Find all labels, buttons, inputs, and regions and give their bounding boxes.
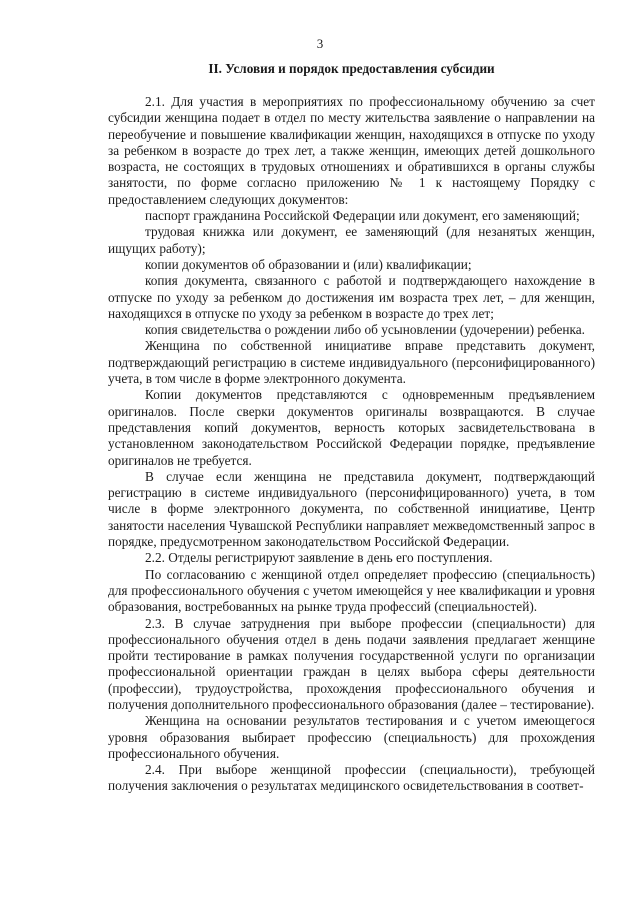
paragraph-testing-results: Женщина на основании результатов тестирования и с учетом имеющегося уровня образования выбирает профессию (специальность) для прохождения профессионального обучения. <box>108 713 595 761</box>
list-item-work-book: трудовая книжка или документ, ее заменяющий (для незанятых женщин, ищущих работу); <box>108 224 595 256</box>
paragraph-2-2: 2.2. Отделы регистрируют заявление в день его поступления. <box>145 550 493 566</box>
list-item-education-copies: копии документов об образовании и (или) квалификации; <box>145 256 472 272</box>
paragraph-interagency-request: В случае если женщина не представила документ, подтверждающий регистрацию в системе индивидуального (персонифицированного) учета, в том числе в форме электронного документа, по собственной инициативе, Центр занятости населения Чувашской Республики направляет межведомственный запрос в порядке, предусмотренном законодательством Российской Федерации. <box>108 468 595 550</box>
paragraph-registration-document: Женщина по собственной инициативе вправе представить документ, подтверждающий регистрацию в системе индивидуального (персонифицированного) учета, в том числе в форме электронного документа. <box>108 338 595 387</box>
section-title: II. Условия и порядок предоставления субсидии <box>208 61 495 76</box>
paragraph-document-copies: Копии документов представляются с одновременным предъявлением оригиналов. После сверки документов оригиналы возвращаются. В случае представления копий документов, верность которых засвидетельствована в установленном законодательством Российской Федерации порядке, предъявление оригиналов не требуется. <box>108 387 595 468</box>
paragraph-2-3: 2.3. В случае затруднения при выборе профессии (специальности) для профессионального обучения отдел в день подачи заявления предлагает женщине пройти тестирование в рамках получения государственной услуги по организации профессиональной ориентации граждан в целях выбора сферы деятельности (профессии), трудоустройства, прохождения профессионального обучения и получения дополнительного профессионального образования (далее – тестирование). <box>108 615 595 712</box>
document-body <box>108 94 595 795</box>
list-item-passport: паспорт гражданина Российской Федерации или документ, его заменяющий; <box>145 208 580 224</box>
paragraph-2-1: 2.1. Для участия в мероприятиях по профессиональному обучению за счет субсидии женщина подает в отдел по месту жительства заявление о направлении на переобучение и повышение квалификации женщин, находящихся в отпуске по уходу за ребенком в возрасте до трех лет, а также женщин, имеющих детей дошкольного возраста, не состоящих в трудовых отношениях и обратившихся в органы службы занятости, по форме согласно приложению № 1 к настоящему Порядку с предоставлением следующих документов: <box>108 94 595 207</box>
page-number: 3 <box>316 36 324 51</box>
list-item-leave-document: копия документа, связанного с работой и подтверждающего нахождение в отпуске по уходу за ребенком до достижения им возраста трех лет, – для женщин, находящихся в отпуске по уходу за ребенком в возрасте до трех лет; <box>108 273 595 321</box>
paragraph-profession-selection: По согласованию с женщиной отдел определяет профессию (специальность) для профессионального обучения с учетом имеющейся у нее квалификации и уровня образования, востребованных на рынке труда профессий (специальностей). <box>108 566 595 615</box>
paragraph-2-4: 2.4. При выборе женщиной профессии (специальности), требующей получения заключения о результатах медицинского освидетельствования в соответ- <box>108 762 595 794</box>
list-item-birth-certificate: копия свидетельства о рождении либо об усыновлении (удочерении) ребенка. <box>145 322 585 338</box>
